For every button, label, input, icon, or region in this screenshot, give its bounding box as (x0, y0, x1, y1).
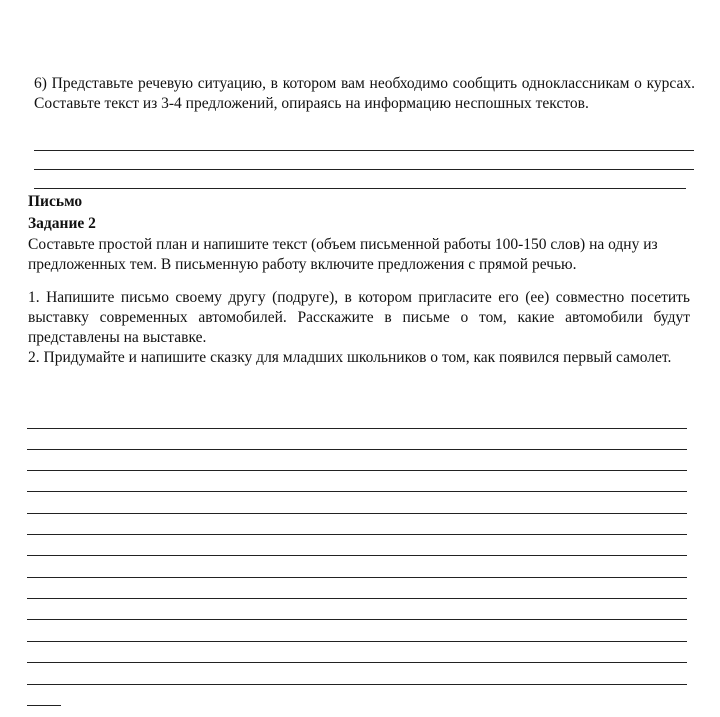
task-6-text: 6) Представьте речевую ситуацию, в котором вам необходимо сообщить одноклассникам о курсах. Составьте текст из 3-4 предложений, опираясь на информацию неспошных текстов. (34, 75, 695, 112)
answer-line[interactable] (27, 449, 687, 450)
answer-line[interactable] (27, 470, 687, 471)
answer-line[interactable] (27, 662, 687, 663)
answer-line[interactable] (27, 598, 687, 599)
instruction-text: Составьте простой план и напишите текст (объем письменной работы 100-150 слов) на одну из предложенных тем. В письменную работу включите предложения с прямой речью. (28, 236, 658, 273)
answer-line[interactable] (27, 513, 687, 514)
task-6 (34, 74, 695, 114)
answer-line[interactable] (34, 169, 694, 170)
task-title: Задание 2 (28, 215, 96, 232)
topic-item-1: 1. Напишите письмо своему другу (подруге), в котором пригласите его (ее) совместно посетить выставку современных автомобилей. Расскажите в письме о том, какие автомобили будут представлены на выставке. (28, 289, 690, 346)
answer-line[interactable] (27, 428, 687, 429)
answer-line[interactable] (27, 555, 687, 556)
answer-line[interactable] (27, 619, 687, 620)
answer-line[interactable] (27, 684, 687, 685)
section-title: Письмо (28, 193, 83, 210)
task-instruction (28, 235, 700, 275)
answer-line[interactable] (27, 641, 687, 642)
answer-line[interactable] (34, 150, 694, 151)
topic-item-2: 2. Придумайте и напишите сказку для младших школьников о том, как появился первый самолет. (28, 349, 672, 366)
answer-line[interactable] (27, 577, 687, 578)
answer-line[interactable] (34, 188, 686, 189)
topic-list (28, 288, 690, 368)
answer-line[interactable] (27, 491, 687, 492)
answer-line[interactable] (27, 534, 687, 535)
answer-line-short[interactable] (27, 705, 61, 706)
